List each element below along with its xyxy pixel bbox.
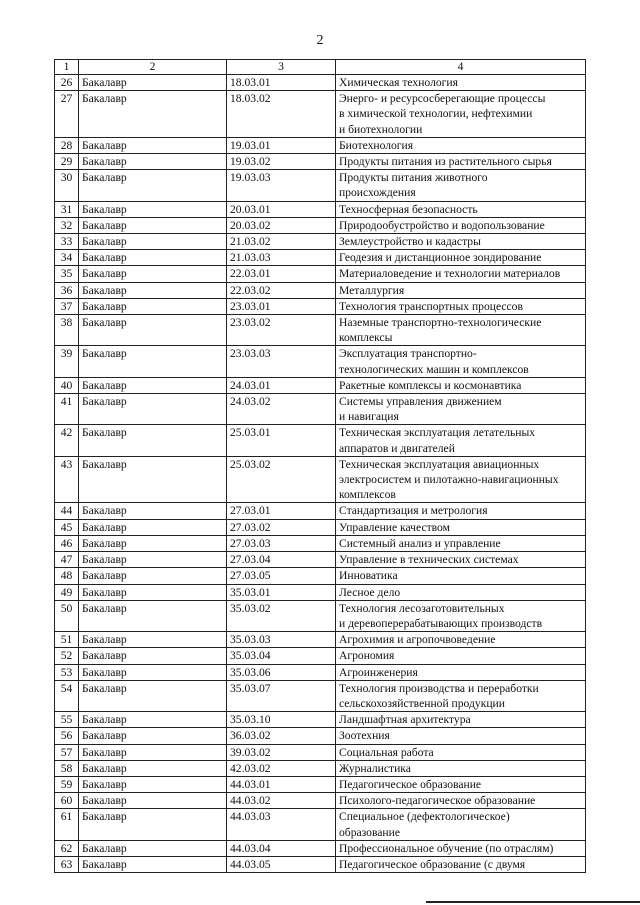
row-number: 44	[55, 503, 79, 519]
specialty-name: Эксплуатация транспортно- технологических машин и комплексов	[336, 346, 586, 377]
table-row	[55, 217, 586, 233]
specialty-code: 44.03.04	[227, 840, 336, 856]
specialty-code: 35.03.01	[227, 584, 336, 600]
specialty-name: Управление в технических системах	[336, 552, 586, 568]
specialty-code: 24.03.01	[227, 377, 336, 393]
specialty-name: Геодезия и дистанционное зондирование	[336, 250, 586, 266]
specialty-name: Психолого-педагогическое образование	[336, 793, 586, 809]
specialty-code: 22.03.01	[227, 266, 336, 282]
specialty-name: Продукты питания животного происхождения	[336, 170, 586, 201]
specialty-code: 19.03.02	[227, 154, 336, 170]
row-number: 41	[55, 394, 79, 425]
degree-level: Бакалавр	[79, 793, 227, 809]
specialty-name: Техническая эксплуатация летательных аппаратов и двигателей	[336, 425, 586, 456]
specialty-name: Инноватика	[336, 568, 586, 584]
specialty-name: Системы управления движением и навигация	[336, 394, 586, 425]
specialty-code: 25.03.01	[227, 425, 336, 456]
table-row	[55, 250, 586, 266]
specialty-code: 35.03.04	[227, 648, 336, 664]
table-row	[55, 648, 586, 664]
table-row	[55, 503, 586, 519]
specialty-name: Металлургия	[336, 282, 586, 298]
table-row	[55, 760, 586, 776]
degree-level: Бакалавр	[79, 809, 227, 840]
table-row	[55, 840, 586, 856]
specialty-code: 44.03.03	[227, 809, 336, 840]
degree-level: Бакалавр	[79, 519, 227, 535]
specialty-code: 18.03.02	[227, 91, 336, 138]
degree-level: Бакалавр	[79, 776, 227, 792]
table-row	[55, 744, 586, 760]
specialty-code: 35.03.07	[227, 680, 336, 711]
specialty-code: 35.03.03	[227, 632, 336, 648]
row-number: 54	[55, 680, 79, 711]
specialty-name: Техническая эксплуатация авиационных электросистем и пилотажно-навигационных комплексов	[336, 456, 586, 503]
row-number: 35	[55, 266, 79, 282]
row-number: 45	[55, 519, 79, 535]
table-row	[55, 584, 586, 600]
row-number: 63	[55, 856, 79, 872]
specialty-name: Агроинженерия	[336, 664, 586, 680]
page-bottom-rule	[426, 901, 640, 903]
degree-level: Бакалавр	[79, 217, 227, 233]
table-row	[55, 137, 586, 153]
specialty-code: 21.03.03	[227, 250, 336, 266]
specialty-code: 27.03.01	[227, 503, 336, 519]
specialty-code: 23.03.03	[227, 346, 336, 377]
specialty-name: Технология производства и переработки сельскохозяйственной продукции	[336, 680, 586, 711]
row-number: 39	[55, 346, 79, 377]
specialty-code: 35.03.02	[227, 600, 336, 631]
row-number: 37	[55, 298, 79, 314]
degree-level: Бакалавр	[79, 234, 227, 250]
degree-level: Бакалавр	[79, 535, 227, 551]
specialty-code: 36.03.02	[227, 728, 336, 744]
degree-level: Бакалавр	[79, 377, 227, 393]
table-row	[55, 298, 586, 314]
degree-level: Бакалавр	[79, 298, 227, 314]
row-number: 40	[55, 377, 79, 393]
specialty-name: Стандартизация и метрология	[336, 503, 586, 519]
row-number: 47	[55, 552, 79, 568]
table-row	[55, 728, 586, 744]
degree-level: Бакалавр	[79, 425, 227, 456]
specialty-name: Лесное дело	[336, 584, 586, 600]
table-row	[55, 519, 586, 535]
table-row	[55, 552, 586, 568]
specialty-name: Технология лесозаготовительных и деревоперерабатывающих производств	[336, 600, 586, 631]
row-number: 48	[55, 568, 79, 584]
specialty-name: Материаловедение и технологии материалов	[336, 266, 586, 282]
specialty-code: 24.03.02	[227, 394, 336, 425]
table-row	[55, 680, 586, 711]
specialty-code: 44.03.05	[227, 856, 336, 872]
table-row	[55, 201, 586, 217]
row-number: 30	[55, 170, 79, 201]
row-number: 26	[55, 75, 79, 91]
specialty-name: Техносферная безопасность	[336, 201, 586, 217]
specialty-name: Природообустройство и водопользование	[336, 217, 586, 233]
table-row	[55, 776, 586, 792]
table-row	[55, 282, 586, 298]
table-row	[55, 712, 586, 728]
specialty-name: Системный анализ и управление	[336, 535, 586, 551]
specialty-name: Биотехнология	[336, 137, 586, 153]
specialty-code: 35.03.10	[227, 712, 336, 728]
specialty-code: 18.03.01	[227, 75, 336, 91]
table-row	[55, 315, 586, 346]
degree-level: Бакалавр	[79, 201, 227, 217]
table-row	[55, 535, 586, 551]
table-row	[55, 91, 586, 138]
row-number: 55	[55, 712, 79, 728]
table-body	[55, 75, 586, 873]
row-number: 52	[55, 648, 79, 664]
specialty-name: Педагогическое образование (с двумя	[336, 856, 586, 872]
column-header: 4	[336, 60, 586, 75]
table-row	[55, 346, 586, 377]
specialty-code: 44.03.02	[227, 793, 336, 809]
degree-level: Бакалавр	[79, 840, 227, 856]
specialty-code: 19.03.01	[227, 137, 336, 153]
row-number: 42	[55, 425, 79, 456]
specialty-name: Наземные транспортно-технологические комплексы	[336, 315, 586, 346]
table-row	[55, 394, 586, 425]
specialty-code: 27.03.03	[227, 535, 336, 551]
degree-level: Бакалавр	[79, 584, 227, 600]
specialty-name: Агрономия	[336, 648, 586, 664]
degree-level: Бакалавр	[79, 315, 227, 346]
page-number: 2	[316, 33, 324, 48]
degree-level: Бакалавр	[79, 632, 227, 648]
row-number: 32	[55, 217, 79, 233]
row-number: 60	[55, 793, 79, 809]
row-number: 31	[55, 201, 79, 217]
specialty-code: 27.03.04	[227, 552, 336, 568]
specialty-name: Энерго- и ресурсосберегающие процессы в химической технологии, нефтехимии и биотехнологии	[336, 91, 586, 138]
specialty-code: 35.03.06	[227, 664, 336, 680]
column-header: 2	[79, 60, 227, 75]
row-number: 53	[55, 664, 79, 680]
specialty-name: Специальное (дефектологическое) образование	[336, 809, 586, 840]
specialty-name: Профессиональное обучение (по отраслям)	[336, 840, 586, 856]
degree-level: Бакалавр	[79, 856, 227, 872]
column-header: 3	[227, 60, 336, 75]
specialty-code: 19.03.03	[227, 170, 336, 201]
degree-level: Бакалавр	[79, 456, 227, 503]
specialty-code: 25.03.02	[227, 456, 336, 503]
degree-level: Бакалавр	[79, 503, 227, 519]
table-row	[55, 809, 586, 840]
specialty-name: Агрохимия и агропочвоведение	[336, 632, 586, 648]
specialty-code: 21.03.02	[227, 234, 336, 250]
degree-level: Бакалавр	[79, 712, 227, 728]
row-number: 57	[55, 744, 79, 760]
row-number: 36	[55, 282, 79, 298]
degree-level: Бакалавр	[79, 664, 227, 680]
specialty-code: 42.03.02	[227, 760, 336, 776]
specialty-code: 20.03.01	[227, 201, 336, 217]
table-row	[55, 170, 586, 201]
specialty-code: 23.03.02	[227, 315, 336, 346]
specialty-name: Ракетные комплексы и космонавтика	[336, 377, 586, 393]
specialty-name: Журналистика	[336, 760, 586, 776]
table-row	[55, 377, 586, 393]
degree-level: Бакалавр	[79, 282, 227, 298]
specialty-name: Ландшафтная архитектура	[336, 712, 586, 728]
row-number: 61	[55, 809, 79, 840]
specialties-table	[54, 59, 586, 873]
row-number: 56	[55, 728, 79, 744]
specialty-code: 27.03.05	[227, 568, 336, 584]
specialty-name: Зоотехния	[336, 728, 586, 744]
degree-level: Бакалавр	[79, 346, 227, 377]
row-number: 50	[55, 600, 79, 631]
table-row	[55, 456, 586, 503]
degree-level: Бакалавр	[79, 154, 227, 170]
degree-level: Бакалавр	[79, 75, 227, 91]
specialty-code: 27.03.02	[227, 519, 336, 535]
degree-level: Бакалавр	[79, 552, 227, 568]
row-number: 34	[55, 250, 79, 266]
degree-level: Бакалавр	[79, 680, 227, 711]
table-header-row	[55, 60, 586, 75]
specialty-code: 22.03.02	[227, 282, 336, 298]
row-number: 59	[55, 776, 79, 792]
row-number: 27	[55, 91, 79, 138]
degree-level: Бакалавр	[79, 568, 227, 584]
table-row	[55, 425, 586, 456]
row-number: 29	[55, 154, 79, 170]
degree-level: Бакалавр	[79, 600, 227, 631]
row-number: 51	[55, 632, 79, 648]
row-number: 46	[55, 535, 79, 551]
degree-level: Бакалавр	[79, 250, 227, 266]
specialty-code: 39.03.02	[227, 744, 336, 760]
degree-level: Бакалавр	[79, 266, 227, 282]
degree-level: Бакалавр	[79, 170, 227, 201]
specialty-name: Педагогическое образование	[336, 776, 586, 792]
degree-level: Бакалавр	[79, 91, 227, 138]
degree-level: Бакалавр	[79, 744, 227, 760]
table-row	[55, 664, 586, 680]
specialty-name: Технология транспортных процессов	[336, 298, 586, 314]
row-number: 38	[55, 315, 79, 346]
row-number: 58	[55, 760, 79, 776]
row-number: 49	[55, 584, 79, 600]
degree-level: Бакалавр	[79, 394, 227, 425]
specialty-code: 44.03.01	[227, 776, 336, 792]
row-number: 28	[55, 137, 79, 153]
specialty-name: Землеустройство и кадастры	[336, 234, 586, 250]
table-row	[55, 154, 586, 170]
degree-level: Бакалавр	[79, 137, 227, 153]
specialty-code: 23.03.01	[227, 298, 336, 314]
column-header: 1	[55, 60, 79, 75]
row-number: 43	[55, 456, 79, 503]
specialty-name: Социальная работа	[336, 744, 586, 760]
specialty-code: 20.03.02	[227, 217, 336, 233]
table-row	[55, 793, 586, 809]
table-row	[55, 266, 586, 282]
table-row	[55, 632, 586, 648]
table-row	[55, 600, 586, 631]
degree-level: Бакалавр	[79, 760, 227, 776]
table-row	[55, 856, 586, 872]
row-number: 62	[55, 840, 79, 856]
degree-level: Бакалавр	[79, 648, 227, 664]
specialty-name: Химическая технология	[336, 75, 586, 91]
specialty-name: Продукты питания из растительного сырья	[336, 154, 586, 170]
degree-level: Бакалавр	[79, 728, 227, 744]
specialty-name: Управление качеством	[336, 519, 586, 535]
table-row	[55, 234, 586, 250]
table-row	[55, 568, 586, 584]
table-row	[55, 75, 586, 91]
row-number: 33	[55, 234, 79, 250]
